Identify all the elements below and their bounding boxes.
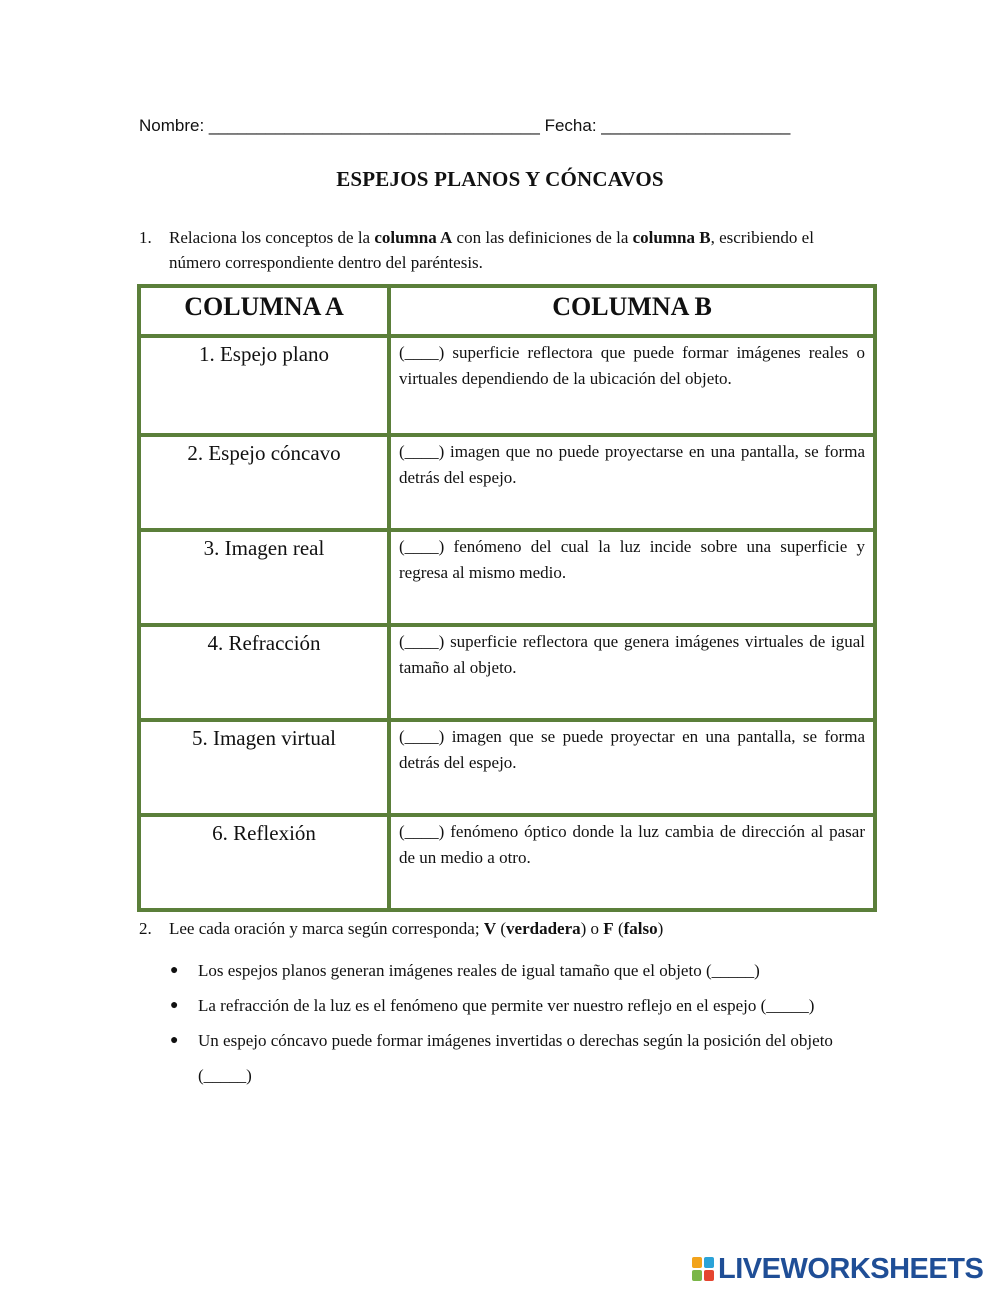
question-2-number: 2.	[139, 919, 152, 938]
q2-text-part: )	[657, 919, 664, 938]
definition-cell[interactable]: (____) fenómeno del cual la luz incide sobre una superficie y regresa al mismo medio.	[389, 530, 875, 625]
q2-bold-v: V	[483, 919, 497, 938]
table-header-row	[139, 286, 875, 336]
concept-cell: 5. Imagen virtual	[139, 720, 389, 815]
q2-text-part: ) o	[580, 919, 604, 938]
bullet-icon: ●	[170, 1033, 179, 1048]
column-a-header: COLUMNA A	[139, 286, 389, 336]
worksheet-title: ESPEJOS PLANOS Y CÓNCAVOS	[336, 167, 664, 191]
fecha-blank[interactable]: ____________________	[601, 116, 791, 135]
question-1-text	[169, 225, 819, 275]
table-row	[139, 720, 875, 815]
logo-text: LIVEWORKSHEETS	[718, 1252, 984, 1285]
q2-bold-f: F	[603, 919, 614, 938]
liveworksheets-logo-icon	[692, 1257, 714, 1281]
bullet-icon: ●	[170, 963, 179, 978]
question-2	[139, 916, 859, 941]
table-row	[139, 336, 875, 435]
q2-text-part: (	[496, 919, 507, 938]
true-false-list	[168, 953, 858, 1093]
definition-cell[interactable]: (____) fenómeno óptico donde la luz cambia de dirección al pasar de un medio a otro.	[389, 815, 875, 910]
fecha-label: Fecha:	[544, 116, 597, 135]
concept-cell: 4. Refracción	[139, 625, 389, 720]
table-row	[139, 435, 875, 530]
logo-square	[704, 1270, 714, 1281]
concept-cell: 3. Imagen real	[139, 530, 389, 625]
table-row	[139, 530, 875, 625]
concept-cell: 1. Espejo plano	[139, 336, 389, 435]
q1-text-part: con las definiciones de la	[452, 228, 633, 247]
q2-text-part: (	[613, 919, 624, 938]
logo-square	[692, 1270, 702, 1281]
list-item[interactable]	[168, 1023, 858, 1093]
logo-square	[692, 1257, 702, 1268]
q1-text-part: , escribiendo el número correspondiente dentro del paréntesis.	[169, 228, 814, 272]
q2-bold-verdadera: verdadera	[506, 919, 581, 938]
liveworksheets-logo	[692, 1254, 983, 1284]
question-1	[139, 225, 819, 275]
definition-cell[interactable]: (____) imagen que se puede proyectar en una pantalla, se forma detrás del espejo.	[389, 720, 875, 815]
statement-text: Los espejos planos generan imágenes reales de igual tamaño que el objeto (_____)	[198, 961, 760, 980]
list-item[interactable]	[168, 953, 858, 988]
definition-cell[interactable]: (____) superficie reflectora que genera imágenes virtuales de igual tamaño al objeto.	[389, 625, 875, 720]
logo-square	[704, 1257, 714, 1268]
matching-table	[137, 284, 877, 912]
definition-cell[interactable]: (____) superficie reflectora que puede formar imágenes reales o virtuales dependiendo de la ubicación del objeto.	[389, 336, 875, 435]
table-row	[139, 815, 875, 910]
statement-text: La refracción de la luz es el fenómeno que permite ver nuestro reflejo en el espejo (_____)	[198, 996, 815, 1015]
question-1-number: 1.	[139, 228, 152, 247]
q2-bold-falso: falso	[623, 919, 658, 938]
q1-bold-column-a: columna A	[374, 228, 453, 247]
concept-cell: 6. Reflexión	[139, 815, 389, 910]
column-b-header: COLUMNA B	[389, 286, 875, 336]
name-date-line	[139, 116, 790, 136]
q2-text-part: Lee cada oración y marca según corresponda;	[169, 919, 484, 938]
nombre-label: Nombre:	[139, 116, 205, 135]
q1-bold-column-b: columna B	[632, 228, 711, 247]
definition-cell[interactable]: (____) imagen que no puede proyectarse en una pantalla, se forma detrás del espejo.	[389, 435, 875, 530]
nombre-blank[interactable]: ___________________________________	[208, 116, 540, 135]
concept-cell: 2. Espejo cóncavo	[139, 435, 389, 530]
list-item[interactable]	[168, 988, 858, 1023]
q1-text-part: Relaciona los conceptos de la	[169, 228, 375, 247]
question-2-text	[169, 916, 859, 941]
statement-text: Un espejo cóncavo puede formar imágenes invertidas o derechas según la posición del objeto (_____)	[198, 1031, 833, 1085]
bullet-icon: ●	[170, 998, 179, 1013]
table-row	[139, 625, 875, 720]
